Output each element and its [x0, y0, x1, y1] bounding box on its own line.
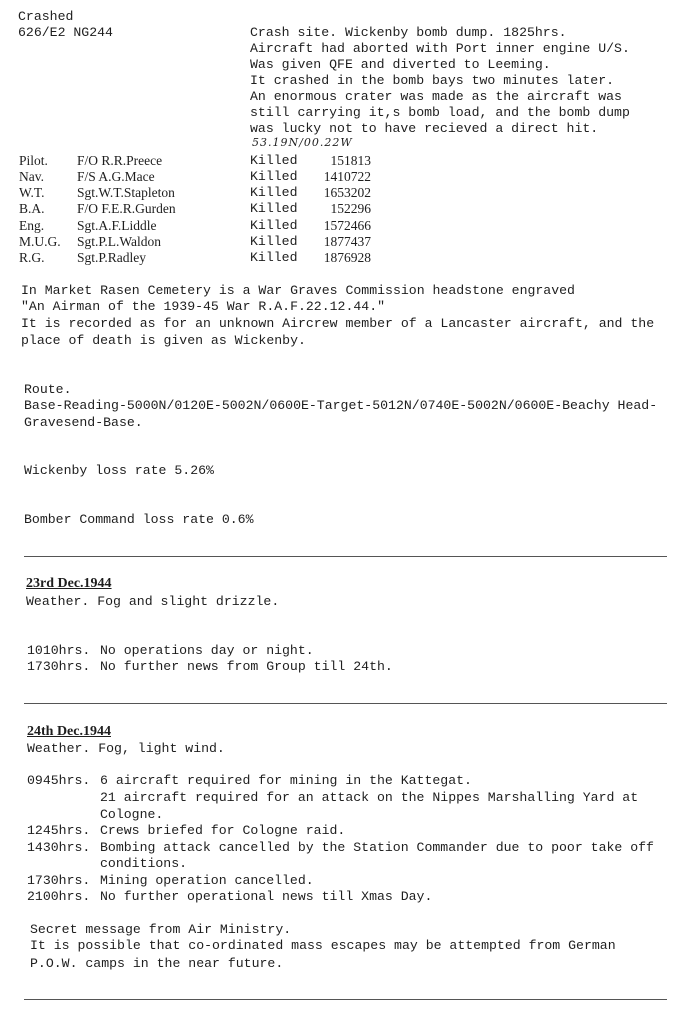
paragraph-line: It is recorded as for an unknown Aircrew member of a Lancaster aircraft, and the: [21, 316, 655, 331]
crew-status: Killed: [250, 153, 298, 168]
route-line: Gravesend-Base.: [24, 415, 143, 430]
crew-row: [19, 169, 419, 185]
crew-status: Killed: [250, 201, 298, 216]
aircraft-reference: 626/E2 NG244: [18, 25, 113, 40]
crew-role: W.T.: [19, 185, 45, 200]
crash-note-line: Crash site. Wickenby bomb dump. 1825hrs.: [250, 25, 567, 40]
crash-note-line: still carrying it,s bomb load, and the bomb dump: [250, 105, 630, 120]
crew-status: Killed: [250, 218, 298, 233]
crew-role: Pilot.: [19, 153, 48, 168]
day-heading: 24th Dec.1944: [27, 724, 111, 739]
crew-status: Killed: [250, 169, 298, 184]
log-time: 2100hrs.: [27, 889, 91, 904]
crew-status: Killed: [250, 234, 298, 249]
crew-role: B.A.: [19, 201, 45, 216]
weather-line: Weather. Fog, light wind.: [27, 741, 225, 756]
log-text: Bombing attack cancelled by the Station Commander due to poor take off: [100, 840, 654, 855]
paragraph-line: "An Airman of the 1939-45 War R.A.F.22.12.44.": [21, 299, 386, 314]
crew-row: [19, 153, 419, 169]
crash-note-line: Aircraft had aborted with Port inner engine U/S.: [250, 41, 630, 56]
crew-row: [19, 185, 419, 201]
status-label: Crashed: [18, 9, 74, 24]
section-divider: [24, 556, 667, 557]
crew-row: [19, 201, 419, 217]
crew-number: 1572466: [323, 218, 371, 233]
log-text: No operations day or night.: [100, 643, 314, 658]
log-time: 1730hrs.: [27, 873, 91, 888]
crew-row: [19, 218, 419, 234]
route-line: Base-Reading-5000N/0120E-5002N/0600E-Target-5012N/0740E-5002N/0600E-Beachy Head-: [24, 398, 658, 413]
crew-role: M.U.G.: [19, 234, 61, 249]
crew-name: F/O R.R.Preece: [77, 153, 163, 168]
crew-number: 1876928: [323, 250, 371, 265]
crew-number: 1877437: [323, 234, 371, 249]
log-time: 1245hrs.: [27, 823, 91, 838]
crew-name: Sgt.A.F.Liddle: [77, 218, 157, 233]
handwritten-coordinates: 53.19N/00.22W: [252, 136, 353, 149]
secret-line: Secret message from Air Ministry.: [30, 922, 292, 937]
paragraph-line: place of death is given as Wickenby.: [21, 333, 306, 348]
log-text: 21 aircraft required for an attack on the Nippes Marshalling Yard at: [100, 790, 639, 805]
log-text: Mining operation cancelled.: [100, 873, 314, 888]
crew-status: Killed: [250, 185, 298, 200]
secret-line: It is possible that co-ordinated mass escapes may be attempted from German: [30, 938, 616, 953]
crew-name: Sgt.P.L.Waldon: [77, 234, 162, 249]
crew-number: 1410722: [323, 169, 371, 184]
crew-name: F/O F.E.R.Gurden: [77, 201, 176, 216]
crew-name: Sgt.P.Radley: [77, 250, 147, 265]
secret-line: P.O.W. camps in the near future.: [30, 956, 284, 971]
weather-line: Weather. Fog and slight drizzle.: [26, 594, 280, 609]
crew-role: R.G.: [19, 250, 45, 265]
route-label: Route.: [24, 382, 72, 397]
wickenby-loss-rate: Wickenby loss rate 5.26%: [24, 463, 214, 478]
crew-row: [19, 234, 419, 250]
crew-role: Eng.: [19, 218, 45, 233]
crew-row: [19, 250, 419, 266]
log-text: Cologne.: [100, 807, 164, 822]
log-text: No further operational news till Xmas Day.: [100, 889, 433, 904]
log-text: conditions.: [100, 856, 188, 871]
paragraph-line: In Market Rasen Cemetery is a War Graves Commission headstone engraved: [21, 283, 575, 298]
crew-number: 152296: [330, 201, 371, 216]
log-text: No further news from Group till 24th.: [100, 659, 393, 674]
crew-status: Killed: [250, 250, 298, 265]
crew-name: F/S A.G.Mace: [77, 169, 155, 184]
log-time: 1730hrs.: [27, 659, 91, 674]
log-time: 1010hrs.: [27, 643, 91, 658]
crash-note-line: An enormous crater was made as the aircraft was: [250, 89, 622, 104]
bomber-command-loss-rate: Bomber Command loss rate 0.6%: [24, 512, 254, 527]
crash-note-line: Was given QFE and diverted to Leeming.: [250, 57, 551, 72]
section-divider: [24, 703, 667, 704]
crew-number: 151813: [330, 153, 371, 168]
crash-note-line: was lucky not to have recieved a direct hit.: [250, 121, 599, 136]
crew-role: Nav.: [19, 169, 44, 184]
log-time: 1430hrs.: [27, 840, 91, 855]
log-text: 6 aircraft required for mining in the Kattegat.: [100, 773, 472, 788]
crew-name: Sgt.W.T.Stapleton: [77, 185, 175, 200]
crew-number: 1653202: [323, 185, 371, 200]
log-text: Crews briefed for Cologne raid.: [100, 823, 346, 838]
section-divider: [24, 999, 667, 1000]
crash-note-line: It crashed in the bomb bays two minutes later.: [250, 73, 615, 88]
log-time: 0945hrs.: [27, 773, 91, 788]
day-heading: 23rd Dec.1944: [26, 576, 112, 591]
